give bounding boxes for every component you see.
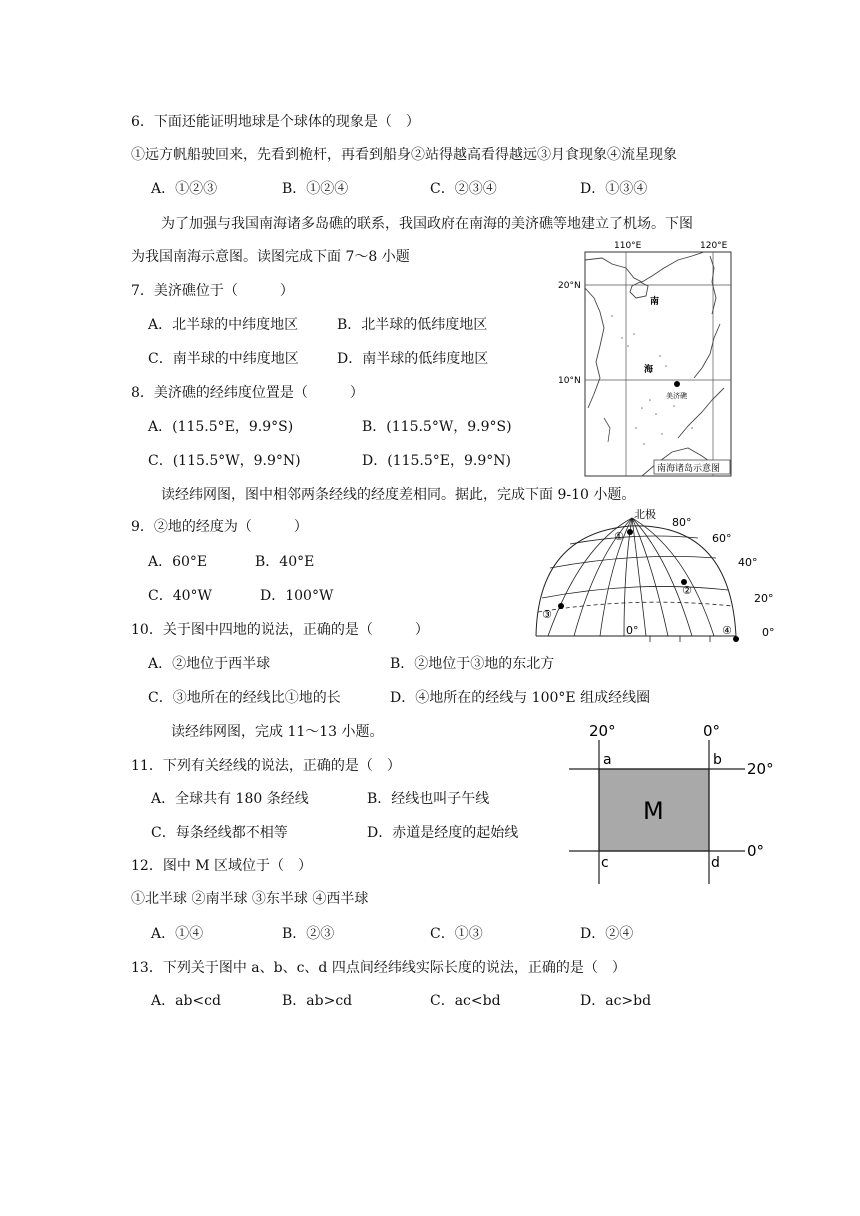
map1-sea-label-nan: 南 bbox=[650, 297, 660, 307]
lat20-label: 20° bbox=[754, 592, 774, 605]
north-pole-label: 北极 bbox=[634, 508, 656, 521]
q11-option-b: B．经线也叫子午线 bbox=[367, 791, 490, 807]
q6-option-c: C．②③④ bbox=[430, 181, 497, 197]
grid-lon20-label: 20° bbox=[589, 722, 616, 740]
q12-option-c: C．①③ bbox=[430, 926, 483, 942]
point-b-label: b bbox=[713, 752, 722, 768]
q7-stem: 7．美济礁位于（ ） bbox=[131, 283, 294, 299]
q13-option-b: B．ab>cd bbox=[282, 993, 353, 1009]
q12-statements: ①北半球 ②南半球 ③东半球 ④西半球 bbox=[131, 891, 369, 907]
intro-7-8-line2: 为我国南海示意图。读图完成下面 7～8 小题 bbox=[131, 249, 410, 265]
q9-option-b: B．40°E bbox=[255, 554, 315, 570]
point-2-label: ② bbox=[682, 584, 692, 597]
map1-reef-label: 美济礁 bbox=[666, 392, 687, 400]
region-m-label: M bbox=[643, 797, 664, 825]
graticule-grid-diagram bbox=[565, 718, 785, 890]
point-4-marker bbox=[733, 636, 739, 642]
q7-option-a: A．北半球的中纬度地区 bbox=[148, 317, 299, 333]
q10-stem: 10．关于图中四地的说法，正确的是（ ） bbox=[131, 622, 429, 638]
map1-lat20-label: 20°N bbox=[558, 281, 581, 291]
lat80-label: 80° bbox=[672, 516, 692, 529]
q9-stem: 9．②地的经度为（ ） bbox=[131, 519, 308, 535]
south-china-sea-map bbox=[558, 238, 734, 478]
lat60-label: 60° bbox=[712, 532, 732, 545]
q13-option-a: A．ab<cd bbox=[151, 993, 221, 1009]
map1-lon120-label: 120°E bbox=[700, 241, 728, 251]
q7-option-d: D．南半球的低纬度地区 bbox=[337, 351, 489, 367]
q6-stem: 6．下面还能证明地球是个球体的现象是（ ） bbox=[131, 114, 420, 130]
map1-lat10-label: 10°N bbox=[558, 376, 581, 386]
q8-option-d: D．(115.5°E，9.9°N) bbox=[362, 453, 511, 469]
point-a-label: a bbox=[603, 752, 612, 768]
q12-option-b: B．②③ bbox=[282, 926, 335, 942]
q10-option-d: D．④地所在的经线与 100°E 组成经线圈 bbox=[390, 690, 651, 706]
q8-option-c: C．(115.5°W，9.9°N) bbox=[148, 453, 301, 469]
intro-9-10: 读经纬网图，图中相邻两条经线的经度差相同。据此，完成下面 9-10 小题。 bbox=[161, 487, 636, 503]
map1-caption: 南海诸岛示意图 bbox=[657, 464, 721, 474]
q6-option-d: D．①③④ bbox=[580, 181, 648, 197]
q13-option-d: D．ac>bd bbox=[580, 993, 652, 1009]
q12-option-d: D．②④ bbox=[580, 926, 634, 942]
q11-option-d: D．赤道是经度的起始线 bbox=[367, 825, 519, 841]
q10-option-b: B．②地位于③地的东北方 bbox=[390, 656, 555, 672]
point-d-label: d bbox=[711, 855, 720, 871]
q7-option-c: C．南半球的中纬度地区 bbox=[148, 351, 299, 367]
meiji-reef-marker bbox=[674, 381, 680, 387]
q6-option-b: B．①②④ bbox=[282, 181, 349, 197]
polar-graticule-diagram bbox=[530, 506, 782, 648]
point-c-label: c bbox=[601, 855, 609, 871]
q11-option-a: A．全球共有 180 条经线 bbox=[151, 791, 309, 807]
q13-stem: 13．下列关于图中 a、b、c、d 四点间经纬线实际长度的说法，正确的是（ ） bbox=[131, 960, 626, 976]
q6-option-a: A．①②③ bbox=[151, 181, 218, 197]
point-1-marker bbox=[627, 529, 633, 535]
point-4-label: ④ bbox=[722, 624, 732, 637]
q9-option-d: D．100°W bbox=[260, 588, 334, 604]
intro-11-13: 读经纬网图，完成 11～13 小题。 bbox=[171, 724, 384, 740]
map1-lon110-label: 110°E bbox=[614, 241, 642, 251]
point-3-label: ③ bbox=[542, 608, 552, 621]
q7-option-b: B．北半球的低纬度地区 bbox=[337, 317, 488, 333]
q11-stem: 11．下列有关经线的说法，正确的是（ ） bbox=[131, 758, 401, 774]
q9-option-a: A．60°E bbox=[148, 554, 208, 570]
q8-option-b: B．(115.5°W，9.9°S) bbox=[362, 419, 512, 435]
q6-statements: ①远方帆船驶回来，先看到桅杆，再看到船身②站得越高看得越远③月食现象④流星现象 bbox=[131, 147, 677, 163]
q12-stem: 12．图中 M 区域位于（ ） bbox=[131, 858, 313, 874]
grid-lon0-label: 0° bbox=[703, 722, 721, 740]
grid-lat0-label: 0° bbox=[747, 842, 765, 860]
q10-option-c: C．③地所在的经线比①地的长 bbox=[148, 690, 341, 706]
point-1-label: ① bbox=[614, 530, 624, 543]
q11-option-c: C．每条经线都不相等 bbox=[151, 825, 288, 841]
grid-lat20-label: 20° bbox=[747, 760, 774, 778]
lon0-label: 0° bbox=[626, 624, 639, 637]
q13-option-c: C．ac<bd bbox=[430, 993, 501, 1009]
map1-sea-label-hai: 海 bbox=[644, 365, 654, 375]
q9-option-c: C．40°W bbox=[148, 588, 212, 604]
q10-option-a: A．②地位于西半球 bbox=[148, 656, 271, 672]
lat0-label: 0° bbox=[762, 626, 775, 639]
intro-7-8-line1: 为了加强与我国南海诸多岛礁的联系，我国政府在南海的美济礁等地建立了机场。下图 bbox=[161, 216, 693, 232]
q8-stem: 8．美济礁的经纬度位置是（ ） bbox=[131, 385, 364, 401]
q12-option-a: A．①④ bbox=[151, 926, 204, 942]
lat40-label: 40° bbox=[738, 556, 758, 569]
point-3-marker bbox=[558, 603, 564, 609]
q8-option-a: A．(115.5°E，9.9°S) bbox=[148, 419, 294, 435]
